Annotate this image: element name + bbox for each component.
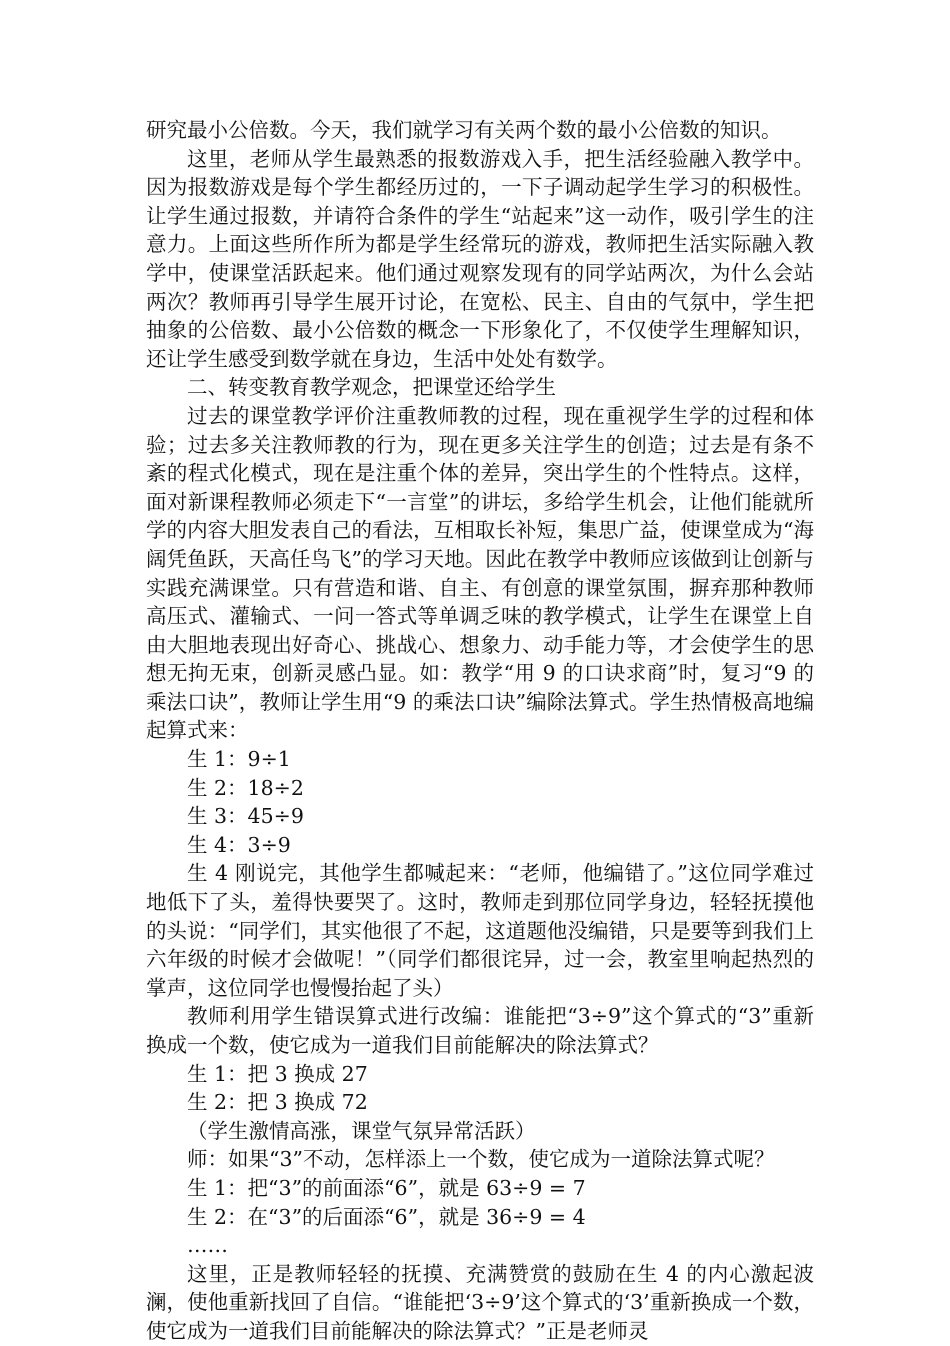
section-heading: 二、转变教育教学观念，把课堂还给学生	[187, 375, 556, 400]
dialogue-line-1: 生 1：9÷1	[187, 747, 291, 772]
paragraph-6: 这里，正是教师轻轻的抚摸、充满赞赏的鼓励在生 4 的内心激起波澜，使他重新找回了自信。“谁能把‘3÷9’这个算式的‘3’重新换成一个数，使它成为一道我们目前能解决的除法算式？”正是老师灵	[146, 1261, 814, 1343]
paragraph-1: 研究最小公倍数。今天，我们就学习有关两个数的最小公倍数的知识。	[146, 118, 782, 142]
document-body	[146, 116, 814, 1346]
dialogue-line-4: 生 4：3÷9	[187, 832, 291, 857]
dialogue-line-2: 生 2：18÷2	[187, 775, 304, 800]
dialogue-line-3: 生 3：45÷9	[187, 804, 304, 829]
ellipsis-line: ……	[187, 1233, 228, 1258]
dialogue-line-9: 生 1：把“3”的前面添“6”，就是 63÷9 = 7	[187, 1175, 586, 1200]
dialogue-line-6: 生 2：把 3 换成 72	[187, 1090, 368, 1115]
paragraph-4: 生 4 刚说完，其他学生都喊起来：“老师，他编错了。”这位同学难过地低下了头，羞得快要哭了。这时，教师走到那位同学身边，轻轻抚摸他的头说：“同学们，其实他很了不起，这道题他没编错，只是要等到我们上六年级的时候才会做呢！”（同学们都很诧异，过一会，教室里响起热烈的掌声，这位同学也慢慢抬起了头）	[146, 861, 814, 1000]
dialogue-line-7: （学生激情高涨，课堂气氛异常活跃）	[187, 1118, 536, 1143]
dialogue-line-8: 师：如果“3”不动，怎样添上一个数，使它成为一道除法算式呢？	[187, 1147, 775, 1172]
paragraph-3: 过去的课堂教学评价注重教师教的过程，现在重视学生学的过程和体验；过去多关注教师教的行为，现在更多关注学生的创造；过去是有条不紊的程式化模式，现在是注重个体的差异，突出学生的个性特点。这样，面对新课程教师必须走下“一言堂”的讲坛，多给学生机会，让他们能就所学的内容大胆发表自己的看法，互相取长补短，集思广益，使课堂成为“海阔凭鱼跃，天高任鸟飞”的学习天地。因此在教学中教师应该做到让创新与实践充满课堂。只有营造和谐、自主、有创意的课堂氛围，摒弃那种教师高压式、灌输式、一问一答式等单调乏味的教学模式，让学生在课堂上自由大胆地表现出好奇心、挑战心、想象力、动手能力等，才会使学生的思想无拘无束，创新灵感凸显。如：教学“用 9 的口诀求商”时，复习“9 的乘法口诀”，教师让学生用“9 的乘法口诀”编除法算式。学生热情极高地编起算式来：	[146, 403, 814, 743]
dialogue-line-10: 生 2：在“3”的后面添“6”，就是 36÷9 = 4	[187, 1204, 586, 1229]
paragraph-5: 教师利用学生错误算式进行改编：谁能把“3÷9”这个算式的“3”重新换成一个数，使它成为一道我们目前能解决的除法算式？	[146, 1004, 814, 1057]
dialogue-line-5: 生 1：把 3 换成 27	[187, 1061, 368, 1086]
paragraph-2: 这里，老师从学生最熟悉的报数游戏入手，把生活经验融入教学中。因为报数游戏是每个学生都经历过的，一下子调动起学生学习的积极性。让学生通过报数，并请符合条件的学生“站起来”这一动作，吸引学生的注意力。上面这些所作所为都是学生经常玩的游戏，教师把生活实际融入教学中，使课堂活跃起来。他们通过观察发现有的同学站两次，为什么会站两次？教师再引导学生展开讨论，在宽松、民主、自由的气氛中，学生把抽象的公倍数、最小公倍数的概念一下形象化了，不仅使学生理解知识，还让学生感受到数学就在身边，生活中处处有数学。	[146, 146, 814, 371]
